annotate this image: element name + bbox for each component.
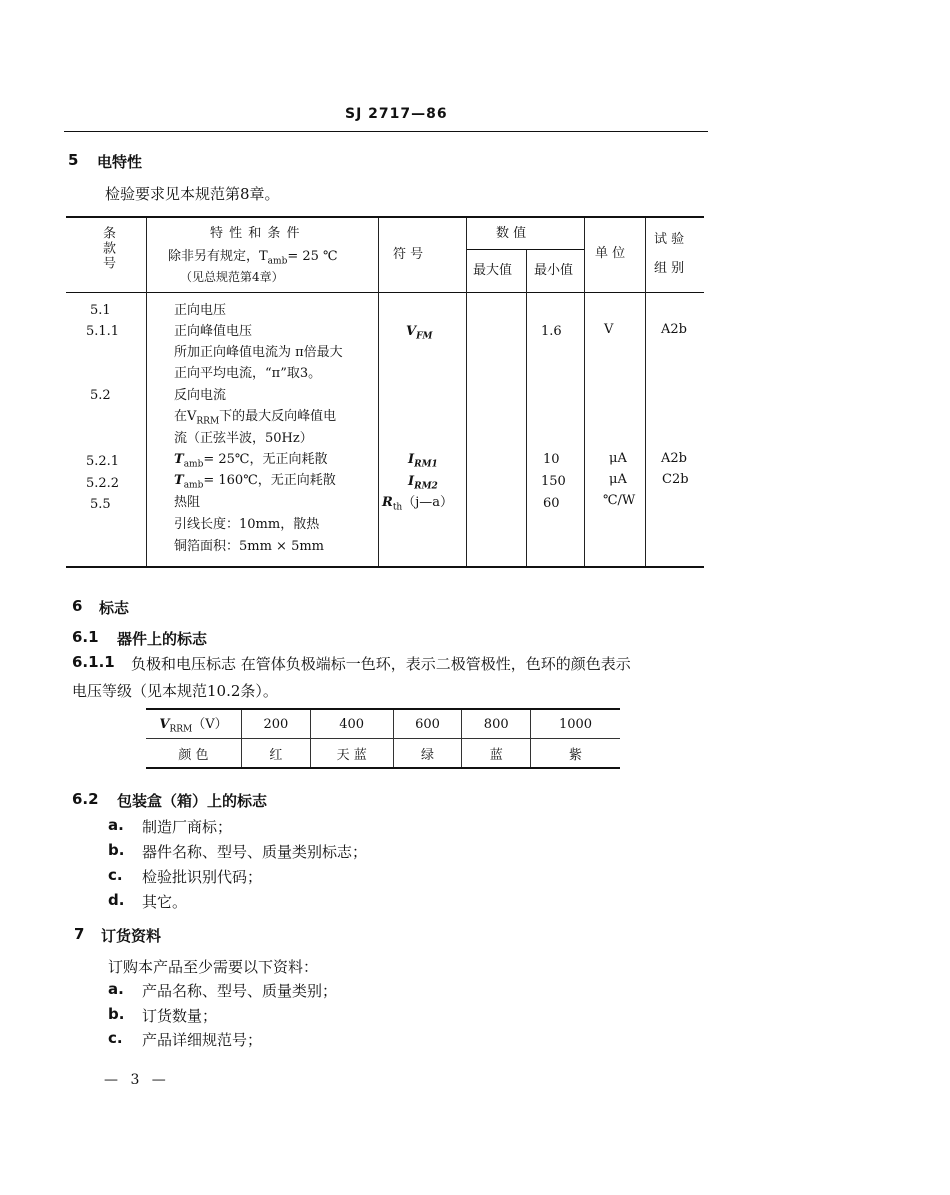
voltage-cell: 600 — [393, 709, 462, 739]
symbol-vfm: $V_{FM}$ — [406, 324, 433, 342]
section-6-2-title: 包装盒（箱）上的标志 — [117, 792, 268, 810]
list-letter: d. — [108, 891, 125, 909]
section-5-title: 电特性 — [97, 153, 143, 171]
voltage-cell: 800 — [462, 709, 531, 739]
col-divider — [645, 218, 646, 566]
color-cell: 绿 — [393, 739, 462, 769]
list-letter: a. — [108, 816, 124, 834]
list-letter: b. — [108, 841, 125, 859]
section-7-title: 订货资料 — [101, 927, 162, 945]
text-5-2-line3: 流（正弦半波，50Hz） — [174, 431, 313, 446]
header-max: 最大值 — [473, 263, 513, 278]
text-5-5-line3: 铜箔面积：5mm × 5mm — [174, 539, 325, 554]
clause-5-1: 5.1 — [90, 303, 111, 318]
page-number: — 3 — — [104, 1072, 170, 1088]
voltage-row — [146, 709, 620, 739]
text-5-2-1: $T_{amb}=$ 25℃，无正向耗散 — [174, 452, 328, 470]
symbol-rth: $R_{th}(j—a)$ — [382, 495, 454, 513]
text-5-2-2: $T_{amb}=$ 160℃，无正向耗散 — [174, 473, 336, 491]
color-cell: 红 — [242, 739, 311, 769]
section-7-number: 7 — [74, 925, 85, 943]
section-6-1-1-text: 负极和电压标志 在管体负极端标一色环，表示二极管极性，色环的颜色表示 — [131, 655, 631, 673]
header-clause: 条款号 — [100, 226, 115, 271]
section-5-number: 5 — [68, 151, 79, 169]
voltage-cell: 1000 — [531, 709, 620, 739]
header-test-group: 试 验 — [654, 232, 685, 247]
clause-5-1-1: 5.1.1 — [86, 324, 120, 339]
col-divider — [146, 218, 147, 566]
min-5-2-2: 150 — [541, 474, 566, 489]
section-6-1-1-number: 6.1.1 — [72, 653, 115, 671]
section-6-1-number: 6.1 — [72, 628, 99, 646]
header-characteristic: 特 性 和 条 件 — [210, 226, 301, 241]
clause-5-2: 5.2 — [90, 388, 111, 403]
color-cell: 蓝 — [462, 739, 531, 769]
group-5-2-1: A2b — [661, 451, 687, 466]
voltage-cell: 400 — [310, 709, 393, 739]
unit-5-5: ℃/W — [603, 493, 636, 508]
clause-5-2-2: 5.2.2 — [86, 476, 120, 491]
section-5-intro: 检验要求见本规范第8章。 — [105, 185, 280, 203]
unit-5-2-1: μA — [609, 451, 627, 466]
min-5-1-1: 1.6 — [541, 324, 562, 339]
color-cell: 紫 — [531, 739, 620, 769]
text-5-5-line2: 引线长度：10mm，散热 — [174, 517, 320, 532]
col-divider — [526, 250, 527, 566]
section-6-2-number: 6.2 — [72, 790, 99, 808]
list-item: 检验批识别代码； — [142, 868, 263, 886]
color-header: 颜 色 — [146, 739, 242, 769]
header-test-group-2: 组 别 — [654, 261, 685, 276]
clause-5-5: 5.5 — [90, 497, 111, 512]
list-letter: a. — [108, 980, 124, 998]
text-5-1-1-line2: 所加正向峰值电流为 π倍最大 — [174, 345, 343, 360]
col-divider — [584, 218, 585, 566]
table-top-rule — [66, 216, 704, 218]
list-item: 其它。 — [142, 893, 188, 911]
voltage-header: $V_{RRM}(V)$ — [146, 709, 242, 739]
voltage-cell: 200 — [242, 709, 311, 739]
clause-5-2-1: 5.2.1 — [86, 454, 120, 469]
col-divider — [466, 218, 467, 566]
header-condition-ref: （见总规范第4章） — [180, 270, 284, 284]
table-bottom-rule — [66, 566, 704, 568]
group-5-2-2: C2b — [662, 472, 689, 487]
symbol-irm2: $I_{RM2}$ — [408, 474, 438, 492]
section-6-1-1-text2: 电压等级（见本规范10.2条）。 — [72, 682, 278, 700]
symbol-irm1: $I_{RM1}$ — [408, 452, 438, 470]
table-header-rule — [66, 292, 704, 293]
document-code: SJ 2717—86 — [345, 106, 448, 122]
header-min: 最小值 — [534, 263, 574, 278]
min-5-2-1: 10 — [543, 452, 560, 467]
list-item: 订货数量； — [142, 1007, 218, 1025]
text-5-1-1-line3: 正向平均电流，“π”取3。 — [174, 366, 322, 381]
header-unit: 单 位 — [595, 246, 626, 261]
list-letter: b. — [108, 1005, 125, 1023]
section-6-title: 标志 — [99, 599, 130, 617]
header-condition: 除非另有规定，$T_{amb}= 25$ ℃ — [168, 249, 338, 267]
text-5-5: 热阻 — [174, 495, 201, 510]
group-5-1-1: A2b — [661, 322, 687, 337]
text-5-2: 反向电流 — [174, 388, 227, 403]
section-6-1-title: 器件上的标志 — [117, 630, 208, 648]
section-7-intro: 订购本产品至少需要以下资料： — [108, 958, 319, 976]
voltage-color-table — [146, 708, 620, 769]
text-5-2-line2: 在$V_{RRM}$下的最大反向峰值电 — [174, 409, 337, 427]
text-5-1: 正向电压 — [174, 303, 227, 318]
unit-5-2-2: μA — [609, 472, 627, 487]
list-letter: c. — [108, 866, 123, 884]
min-5-5: 60 — [543, 496, 560, 511]
list-item: 器件名称、型号、质量类别标志； — [142, 843, 368, 861]
header-value: 数 值 — [496, 226, 527, 241]
list-item: 产品名称、型号、质量类别； — [142, 982, 338, 1000]
text-5-1-1: 正向峰值电压 — [174, 324, 253, 339]
value-sub-rule — [466, 249, 584, 250]
list-item: 制造厂商标； — [142, 818, 233, 836]
list-item: 产品详细规范号； — [142, 1031, 263, 1049]
col-divider — [378, 218, 379, 566]
color-row — [146, 739, 620, 769]
unit-5-1-1: V — [604, 322, 614, 337]
list-letter: c. — [108, 1029, 123, 1047]
section-6-number: 6 — [72, 597, 83, 615]
color-cell: 天 蓝 — [310, 739, 393, 769]
header-rule — [64, 131, 708, 132]
header-symbol: 符 号 — [393, 247, 424, 262]
